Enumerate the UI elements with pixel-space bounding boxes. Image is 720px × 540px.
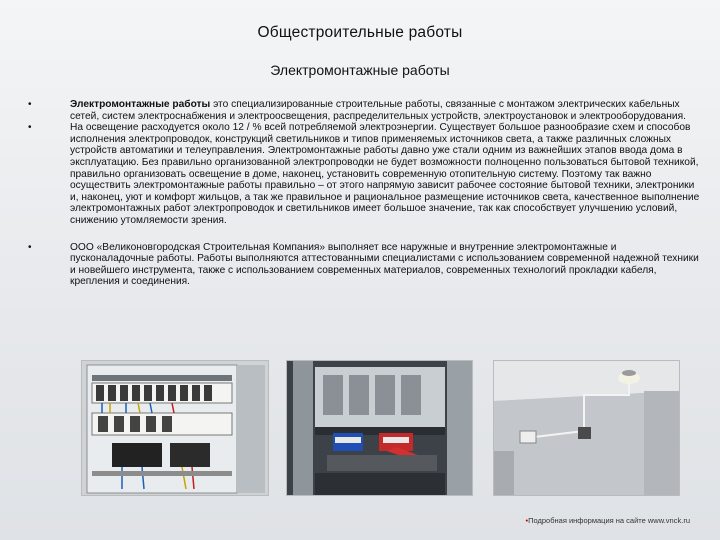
bullet-marker: • bbox=[28, 99, 32, 110]
footer-note bbox=[525, 516, 690, 525]
section-subtitle: Электромонтажные работы bbox=[270, 62, 450, 78]
photo-switchgear bbox=[286, 360, 473, 496]
bullet-list bbox=[28, 99, 700, 288]
bullet-marker: • bbox=[28, 241, 32, 253]
bullet-text: ООО «Великоновгородская Строительная Компания» выполняет все наружные и внутренние электромонтажные и пусконаладочные работы. Работы выполняются аттестованными специалистами с использованием современной надежной техники и новейшего инструмента, также с использованием современных материалов, современных технологий прокладки кабеля, крепления и соединения. bbox=[70, 241, 699, 288]
bullet-bold-term: Электромонтажные работы bbox=[70, 99, 211, 110]
bullet-marker: • bbox=[28, 122, 32, 134]
footer-marker: • bbox=[525, 516, 529, 525]
bullet-item-lighting bbox=[28, 122, 700, 226]
footer-text: Подробная информация на сайте www.vnck.ru bbox=[528, 516, 690, 525]
bullet-text: На освещение расходуется около 12 / % всей потребляемой электроэнергии. Существует большое разнообразие схем и способов исполнения электропроводок, конструкций светильников и типов применяемых источников света, а также различных сложных устройств автоматики и телеуправления. Электромонтажные работы давно уже стали одним из важнейших этапов ввода дома в эксплуатацию. Без правильно организованной электропроводки не будет возможности полноценно пользоваться бытовой техникой, правильно организовать освещение в доме, наконец, установить современную отопительную систему. Поэтому так важно осуществить электромонтажные работы правильно – от этого напрямую зависит рабочее состояние бытовой техники, электроники и, наконец, уют и комфорт жильцов, а так же правильное и рациональное размещение источников света, качественное выполнение электромонтажных работ электропроводок и светильников имеет большое значение, так как способствует улучшению условий, снижению утомляемости зрения. bbox=[70, 122, 700, 226]
bullet-item-definition bbox=[28, 99, 700, 122]
bullet-item-company bbox=[28, 242, 700, 288]
photo-distribution-panel bbox=[81, 360, 269, 496]
bullet-text: это специализированные строительные работы, связанные с монтажом электрических кабельных сетей, систем электроснабжения и электроосвещения, распределительных устройств, электроустановок и электрооборудования. bbox=[70, 99, 686, 122]
photo-room-wiring bbox=[493, 360, 680, 496]
page-title: Общестроительные работы bbox=[257, 24, 463, 41]
